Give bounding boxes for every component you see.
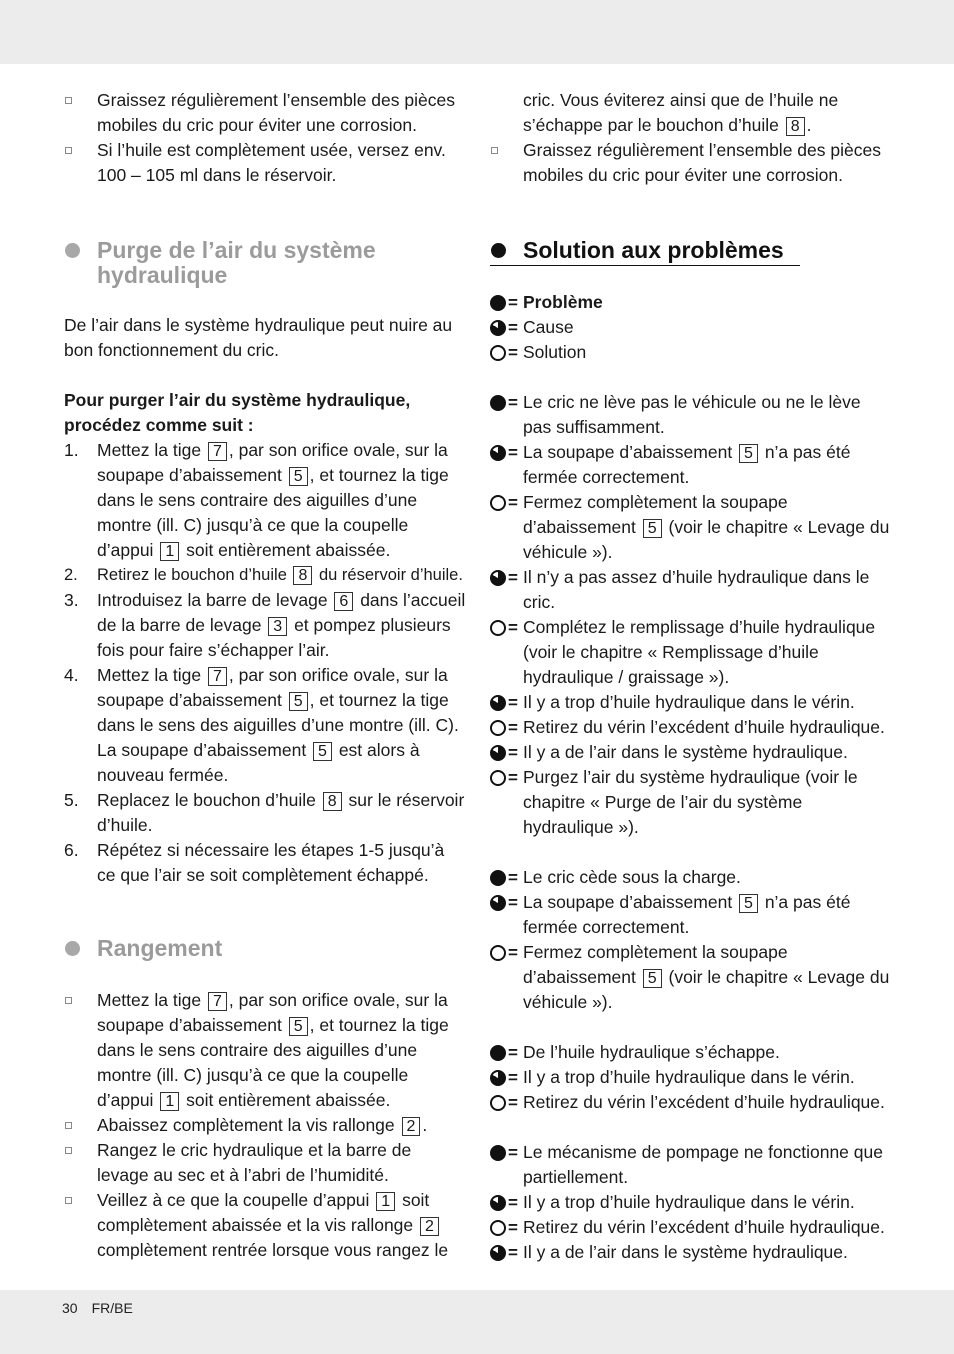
square-bullet-icon — [65, 997, 72, 1004]
square-bullet-icon — [65, 1197, 72, 1204]
part-ref: 7 — [208, 992, 227, 1011]
troubleshoot-row: = La soupape d’abaissement 5 n’a pas été fermée correctement. — [490, 890, 890, 940]
problem-icon — [490, 1145, 506, 1161]
solution-icon — [490, 620, 506, 636]
part-ref: 8 — [323, 792, 342, 811]
cause-icon — [490, 745, 506, 761]
legend-cause: = Cause — [490, 315, 890, 340]
square-bullet-icon — [65, 1147, 72, 1154]
troubleshoot-row: = Retirez du vérin l’excédent d’huile hydraulique. — [490, 1215, 890, 1240]
cause-icon — [490, 320, 506, 336]
part-ref: 8 — [293, 566, 312, 585]
continued-text: cric. Vous éviterez ainsi que de l’huile ne s’échappe par le bouchon d’huile 8 . — [523, 90, 839, 135]
part-ref: 1 — [160, 1092, 179, 1111]
square-bullet-icon — [65, 97, 72, 104]
troubleshoot-row: = Il y a trop d’huile hydraulique dans le vérin. — [490, 690, 890, 715]
purge-intro: De l’air dans le système hydraulique peut nuire au bon fonctionnement du cric. — [64, 315, 453, 360]
problem-icon — [490, 1045, 506, 1061]
square-bullet-icon — [491, 147, 498, 154]
bullet-item: Si l’huile est complètement usée, versez env. 100 – 105 ml dans le réservoir. — [64, 138, 466, 188]
problem-group — [490, 1040, 890, 1115]
problem-group — [490, 390, 890, 840]
part-ref: 6 — [334, 592, 353, 611]
troubleshoot-row: = La soupape d’abaissement 5 n’a pas été fermée correctement. — [490, 440, 890, 490]
bullet-item: Graissez régulièrement l’ensemble des pièces mobiles du cric pour éviter une corrosion. — [490, 138, 890, 188]
part-ref: 1 — [376, 1192, 395, 1211]
part-ref: 5 — [643, 969, 662, 988]
troubleshoot-row: = Il y a de l’air dans le système hydraulique. — [490, 1240, 890, 1265]
section-heading-rangement: Rangement — [64, 936, 466, 961]
part-ref: 5 — [289, 467, 308, 486]
problem-icon — [490, 870, 506, 886]
step-item: 1. Mettez la tige 7 , par son orifice ovale, sur la soupape d’abaissement 5 , et tournez la tige dans le sens contraire des aiguilles d’une montre (ill. C) jusqu’à ce que la coupelle d’appui 1 soit entièrement abaissée. — [64, 440, 449, 560]
bullet-item: Abaissez complètement la vis rallonge 2 . — [64, 1113, 466, 1138]
troubleshoot-row: = Le cric ne lève pas le véhicule ou ne le lève pas suffisamment. — [490, 390, 890, 440]
part-ref: 7 — [208, 667, 227, 686]
solution-icon — [490, 770, 506, 786]
part-ref: 5 — [289, 692, 308, 711]
header-band — [0, 0, 954, 64]
part-ref: 5 — [289, 1017, 308, 1036]
language-code: FR/BE — [91, 1300, 133, 1316]
troubleshoot-row: = Il y a de l’air dans le système hydraulique. — [490, 740, 890, 765]
bullet-dot-icon — [491, 243, 506, 258]
part-ref: 1 — [160, 542, 179, 561]
purge-lead: Pour purger l’air du système hydraulique, procédez comme suit : — [64, 390, 411, 435]
troubleshoot-row: = Fermez complètement la soupape d’abaissement 5 (voir le chapitre « Levage du véhicule »). — [490, 490, 890, 565]
bullet-item: Veillez à ce que la coupelle d’appui 1 soit complètement abaissée et la vis rallonge 2 complètement rentrée lorsque vous rangez le — [64, 1188, 466, 1263]
part-ref: 3 — [268, 617, 287, 636]
legend-problem: = Problème — [490, 290, 890, 315]
cause-icon — [490, 1070, 506, 1086]
step-item: 6. Répétez si nécessaire les étapes 1-5 jusqu’à ce que l’air se soit complètement échappé. — [64, 840, 445, 885]
cause-icon — [490, 570, 506, 586]
legend-solution: = Solution — [490, 340, 890, 365]
step-item: 2. Retirez le bouchon d’huile 8 du réservoir d’huile. — [64, 566, 463, 584]
right-column — [490, 88, 890, 1265]
troubleshoot-row: = Retirez du vérin l’excédent d’huile hydraulique. — [490, 715, 890, 740]
page-number: 30 — [62, 1300, 78, 1316]
part-ref: 7 — [208, 442, 227, 461]
problem-icon — [490, 395, 506, 411]
solution-icon — [490, 1220, 506, 1236]
square-bullet-icon — [65, 1122, 72, 1129]
bullet-item: Graissez régulièrement l’ensemble des pièces mobiles du cric pour éviter une corrosion. — [64, 88, 466, 138]
section-heading-purge: Purge de l’air du système hydraulique — [64, 238, 466, 288]
troubleshoot-row: = Purgez l’air du système hydraulique (voir le chapitre « Purge de l’air du système hydraulique »). — [490, 765, 890, 840]
problem-group — [490, 865, 890, 1015]
cause-icon — [490, 445, 506, 461]
bullet-item: Rangez le cric hydraulique et la barre de levage au sec et à l’abri de l’humidité. — [64, 1138, 466, 1188]
troubleshoot-row: = Il n’y a pas assez d’huile hydraulique dans le cric. — [490, 565, 890, 615]
solution-icon — [490, 345, 506, 361]
cause-icon — [490, 895, 506, 911]
cause-icon — [490, 1195, 506, 1211]
troubleshoot-row: = Fermez complètement la soupape d’abaissement 5 (voir le chapitre « Levage du véhicule »). — [490, 940, 890, 1015]
troubleshoot-row: = Complétez le remplissage d’huile hydraulique (voir le chapitre « Remplissage d’huile hydraulique / graissage »). — [490, 615, 890, 690]
problem-group — [490, 1140, 890, 1265]
part-ref: 5 — [313, 742, 332, 761]
step-item: 3. Introduisez la barre de levage 6 dans l’accueil de la barre de levage 3 et pompez plusieurs fois pour faire s’échapper l’air. — [64, 590, 466, 660]
solution-icon — [490, 1095, 506, 1111]
troubleshoot-row: = Il y a trop d’huile hydraulique dans le vérin. — [490, 1190, 890, 1215]
part-ref: 2 — [402, 1117, 421, 1136]
bullet-dot-icon — [65, 243, 80, 258]
troubleshoot-row: = Retirez du vérin l’excédent d’huile hydraulique. — [490, 1090, 890, 1115]
page-footer — [62, 1300, 147, 1316]
troubleshoot-row: = Le mécanisme de pompage ne fonctionne que partiellement. — [490, 1140, 890, 1190]
left-column — [64, 88, 466, 1263]
bullet-dot-icon — [65, 941, 80, 956]
troubleshoot-row: = Le cric cède sous la charge. — [490, 865, 890, 890]
solution-icon — [490, 720, 506, 736]
step-item: 4. Mettez la tige 7 , par son orifice ovale, sur la soupape d’abaissement 5 , et tournez la tige dans le sens des aiguilles d’une montre (ill. C). La soupape d’abaissement 5 est alors à nouveau fermée. — [64, 665, 459, 785]
bullet-item: Mettez la tige 7 , par son orifice ovale, sur la soupape d’abaissement 5 , et tournez la tige dans le sens contraire des aiguilles d’une montre (ill. C) jusqu’à ce que la coupelle d’appui 1 soit entièrement abaissée. — [64, 988, 466, 1113]
cause-icon — [490, 695, 506, 711]
troubleshoot-row: = Il y a trop d’huile hydraulique dans le vérin. — [490, 1065, 890, 1090]
problem-icon — [490, 295, 506, 311]
troubleshoot-row: = De l’huile hydraulique s’échappe. — [490, 1040, 890, 1065]
part-ref: 5 — [739, 444, 758, 463]
solution-icon — [490, 495, 506, 511]
solution-icon — [490, 945, 506, 961]
part-ref: 2 — [420, 1217, 439, 1236]
part-ref: 8 — [786, 117, 805, 136]
step-item: 5. Replacez le bouchon d’huile 8 sur le réservoir d’huile. — [64, 790, 465, 835]
part-ref: 5 — [643, 519, 662, 538]
part-ref: 5 — [739, 894, 758, 913]
cause-icon — [490, 1245, 506, 1261]
square-bullet-icon — [65, 147, 72, 154]
section-heading-solution: Solution aux problèmes — [490, 238, 890, 263]
